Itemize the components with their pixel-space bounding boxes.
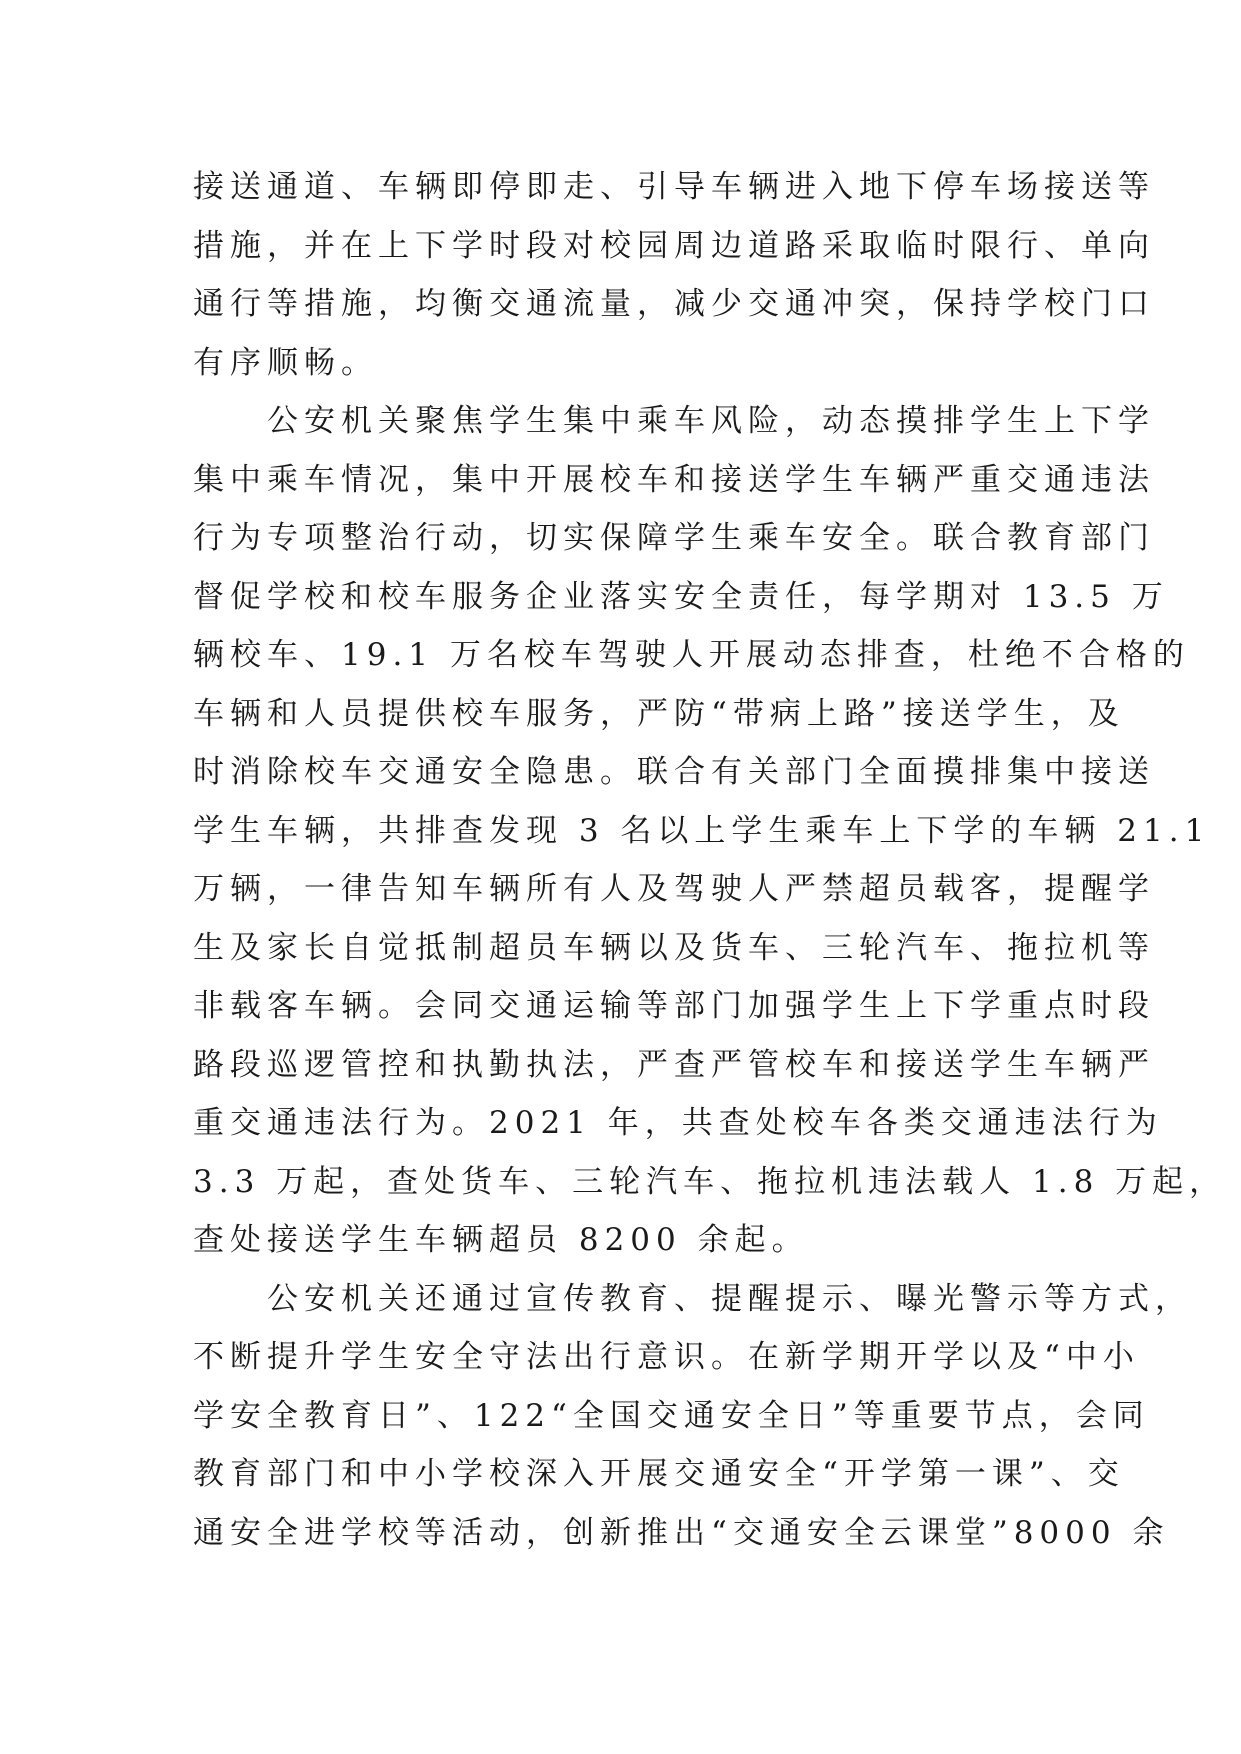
text-line: 公安机关还通过宣传教育、提醒提示、曝光警示等方式， xyxy=(193,1280,1192,1317)
text-line: 通安全进学校等活动，创新推出“交通安全云课堂”8000 余 xyxy=(193,1514,1170,1551)
body-text xyxy=(193,158,1227,1562)
text-line: 教育部门和中小学校深入开展交通安全“开学第一课”、交 xyxy=(193,1456,1125,1492)
text-line: 辆校车、19.1 万名校车驾驶人开展动态排查，杜绝不合格的 xyxy=(193,637,1190,673)
text-line: 有序顺畅。 xyxy=(193,344,378,381)
text-line: 重交通违法行为。2021 年，共查处校车各类交通违法行为 xyxy=(193,1105,1163,1141)
text-line: 非载客车辆。会同交通运输等部门加强学生上下学重点时段 xyxy=(193,988,1155,1024)
text-line: 不断提升学生安全守法出行意识。在新学期开学以及“中小 xyxy=(193,1339,1140,1375)
text-line: 万辆，一律告知车辆所有人及驾驶人严禁超员载客，提醒学 xyxy=(193,871,1155,907)
text-line: 集中乘车情况，集中开展校车和接送学生车辆严重交通违法 xyxy=(193,461,1155,498)
text-line: 路段巡逻管控和执勤执法，严查严管校车和接送学生车辆严 xyxy=(193,1046,1155,1083)
text-line: 接送通道、车辆即停即走、引导车辆进入地下停车场接送等 xyxy=(193,169,1155,205)
text-line: 公安机关聚焦学生集中乘车风险，动态摸排学生上下学 xyxy=(193,403,1155,439)
text-line: 措施，并在上下学时段对校园周边道路采取临时限行、单向 xyxy=(193,227,1155,264)
text-line: 学安全教育日”、122“全国交通安全日”等重要节点，会同 xyxy=(193,1397,1150,1434)
text-line: 学生车辆，共排查发现 3 名以上学生乘车上下学的车辆 21.1 xyxy=(193,812,1211,849)
text-line: 查处接送学生车辆超员 8200 余起。 xyxy=(193,1222,809,1258)
text-line: 时消除校车交通安全隐患。联合有关部门全面摸排集中接送 xyxy=(193,754,1155,790)
text-line: 车辆和人员提供校车服务，严防“带病上路”接送学生，及 xyxy=(193,695,1125,732)
text-line: 行为专项整治行动，切实保障学生乘车安全。联合教育部门 xyxy=(193,520,1155,556)
text-line: 生及家长自觉抵制超员车辆以及货车、三轮汽车、拖拉机等 xyxy=(193,929,1155,966)
text-line: 3.3 万起，查处货车、三轮汽车、拖拉机违法载人 1.8 万起， xyxy=(193,1163,1227,1200)
text-line: 通行等措施，均衡交通流量，减少交通冲突，保持学校门口 xyxy=(193,286,1155,322)
text-line: 督促学校和校车服务企业落实安全责任，每学期对 13.5 万 xyxy=(193,578,1169,615)
